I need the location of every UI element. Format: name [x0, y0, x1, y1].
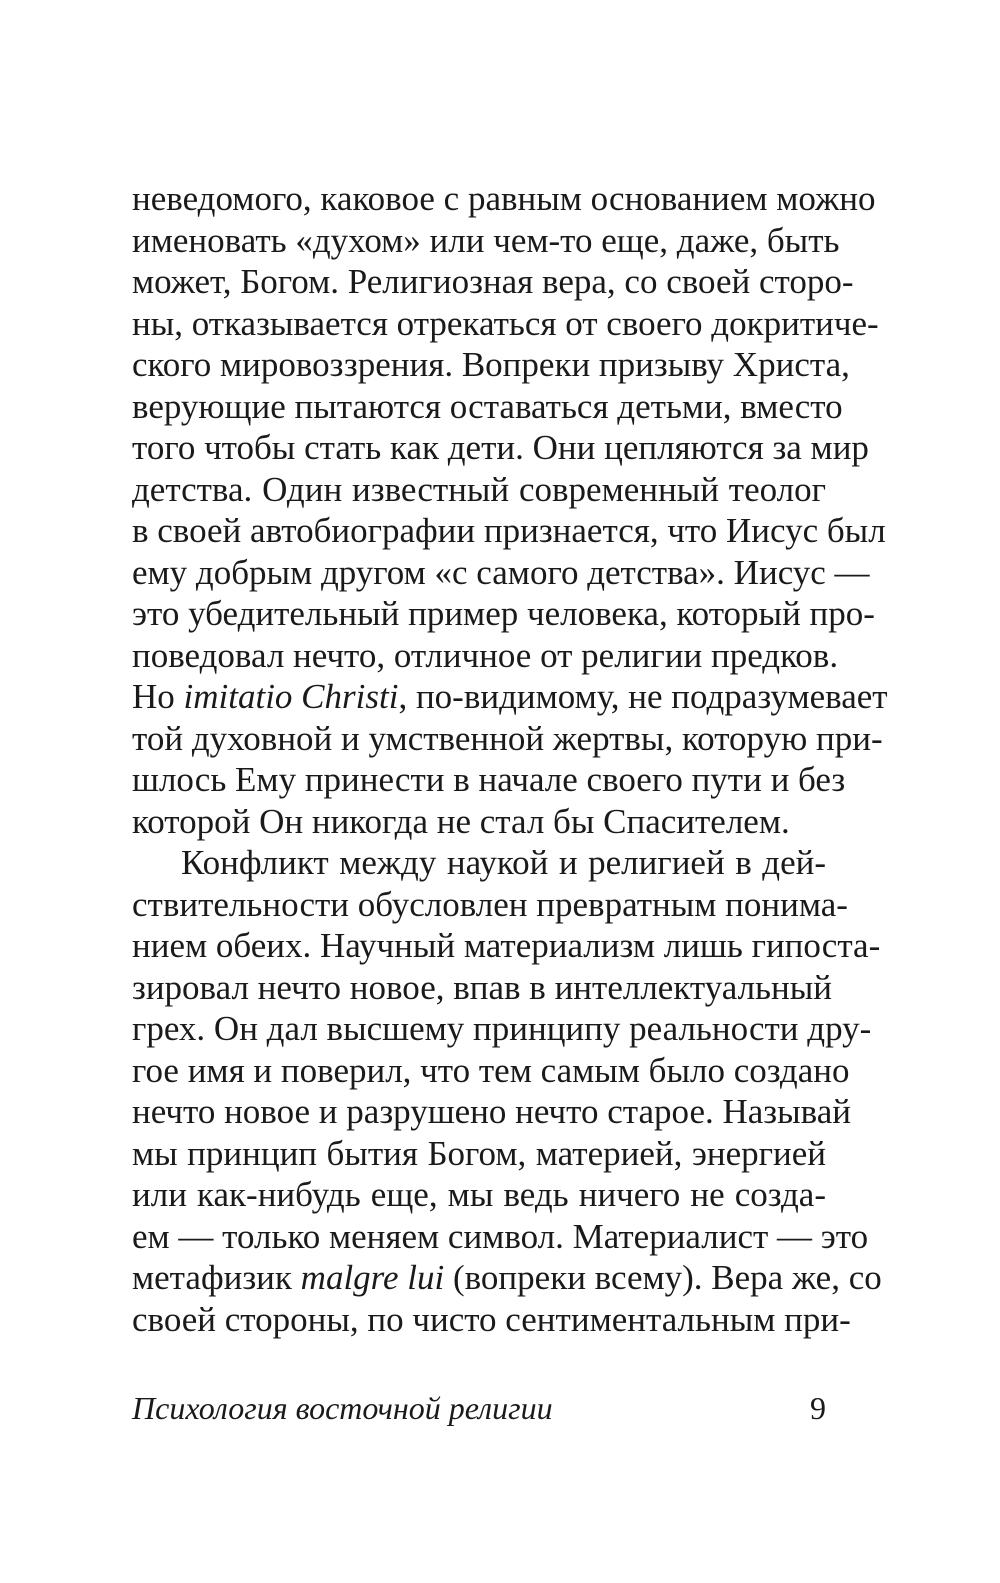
text-segment: именовать «духом» или чем-то еще, даже, быть	[132, 220, 840, 260]
text-line	[132, 386, 843, 428]
body-text	[132, 178, 888, 1340]
text-segment: это убедительный пример человека, который про-	[132, 594, 875, 633]
text-segment: шлось Ему принести в начале своего пути и без	[132, 760, 846, 799]
text-line	[132, 1216, 869, 1258]
text-line	[132, 676, 888, 718]
running-title: Психология восточной религии	[132, 1390, 553, 1426]
text-segment: Конфликт между наукой и религией в дей-	[181, 843, 826, 882]
text-segment: мы принцип бытия Богом, материей, энергией	[132, 1133, 826, 1173]
text-segment: того чтобы стать как дети. Они цепляются за мир	[132, 428, 869, 467]
text-line	[132, 303, 879, 345]
text-segment: (вопреки всему). Вера же, со	[444, 1258, 882, 1297]
text-line	[132, 261, 854, 303]
text-segment: грех. Он дал высшему принципу реальности дру-	[132, 1009, 872, 1048]
paragraph-2	[132, 842, 882, 1340]
text-line	[132, 220, 840, 262]
text-segment: в своей автобиографии признается, что Иисус был	[132, 511, 886, 550]
text-segment: нием обеих. Научный материализм лишь гипоста-	[132, 926, 881, 965]
text-segment: метафизик	[132, 1258, 301, 1297]
text-line	[132, 552, 870, 594]
text-segment: которой Он никогда не стал бы Спасителем.	[132, 801, 790, 841]
text-line	[132, 801, 826, 843]
text-line	[132, 1091, 851, 1133]
text-segment: нечто новое и разрушено нечто старое. Называй	[132, 1092, 851, 1131]
page-footer	[132, 1386, 826, 1430]
text-segment: ему добрым другом «с самого детства». Иисус —	[132, 552, 870, 592]
text-segment: Но	[132, 677, 184, 716]
text-line	[132, 925, 881, 967]
text-line	[132, 1133, 826, 1175]
text-line	[132, 510, 886, 552]
text-segment: гое имя и поверил, что тем самым было создано	[132, 1050, 850, 1090]
text-line	[132, 718, 883, 760]
text-segment: неведомого, каковое с равным основанием можно	[132, 179, 876, 218]
text-segment: или как-нибудь еще, мы ведь ничего не созда-	[132, 1175, 826, 1214]
text-segment: зировал нечто новое, впав в интеллектуальный	[132, 967, 832, 1007]
text-segment: может, Богом. Религиозная вера, со своей сторо-	[132, 262, 854, 301]
text-line	[132, 593, 875, 635]
italic-term: malgre lui	[300, 1258, 445, 1297]
text-line	[132, 884, 848, 926]
text-line	[132, 1008, 872, 1050]
text-line	[132, 1299, 851, 1341]
text-line	[132, 469, 826, 511]
text-segment: ского мировоззрения. Вопреки призыву Христа,	[132, 345, 850, 384]
text-line	[132, 1257, 882, 1299]
text-segment: своей стороны, по чисто сентиментальным при-	[132, 1299, 851, 1339]
text-line	[132, 635, 839, 677]
text-line	[132, 344, 850, 386]
text-line	[132, 1174, 826, 1216]
text-segment: , по-видимому, не подразумевает	[398, 677, 888, 716]
text-segment: ствительности обусловлен превратным понима-	[132, 884, 848, 924]
text-segment: детства. Один известный современный теолог	[132, 469, 826, 509]
text-line	[132, 427, 869, 469]
text-segment: ем — только меняем символ. Материалист — это	[132, 1216, 869, 1256]
italic-term: imitatio Christi	[183, 677, 399, 716]
text-line	[132, 842, 826, 884]
paragraph-1	[132, 178, 888, 842]
text-line	[132, 1050, 850, 1092]
text-segment: поведовал нечто, отличное от религии предков.	[132, 635, 839, 675]
text-line	[132, 759, 846, 801]
text-line	[132, 178, 876, 220]
text-segment: ны, отказывается отрекаться от своего докритиче-	[132, 303, 879, 343]
text-line	[132, 967, 832, 1009]
page-number: 9	[810, 1390, 826, 1426]
text-segment: верующие пытаются оставаться детьми, вместо	[132, 386, 843, 426]
text-segment: той духовной и умственной жертвы, которую при-	[132, 718, 883, 758]
